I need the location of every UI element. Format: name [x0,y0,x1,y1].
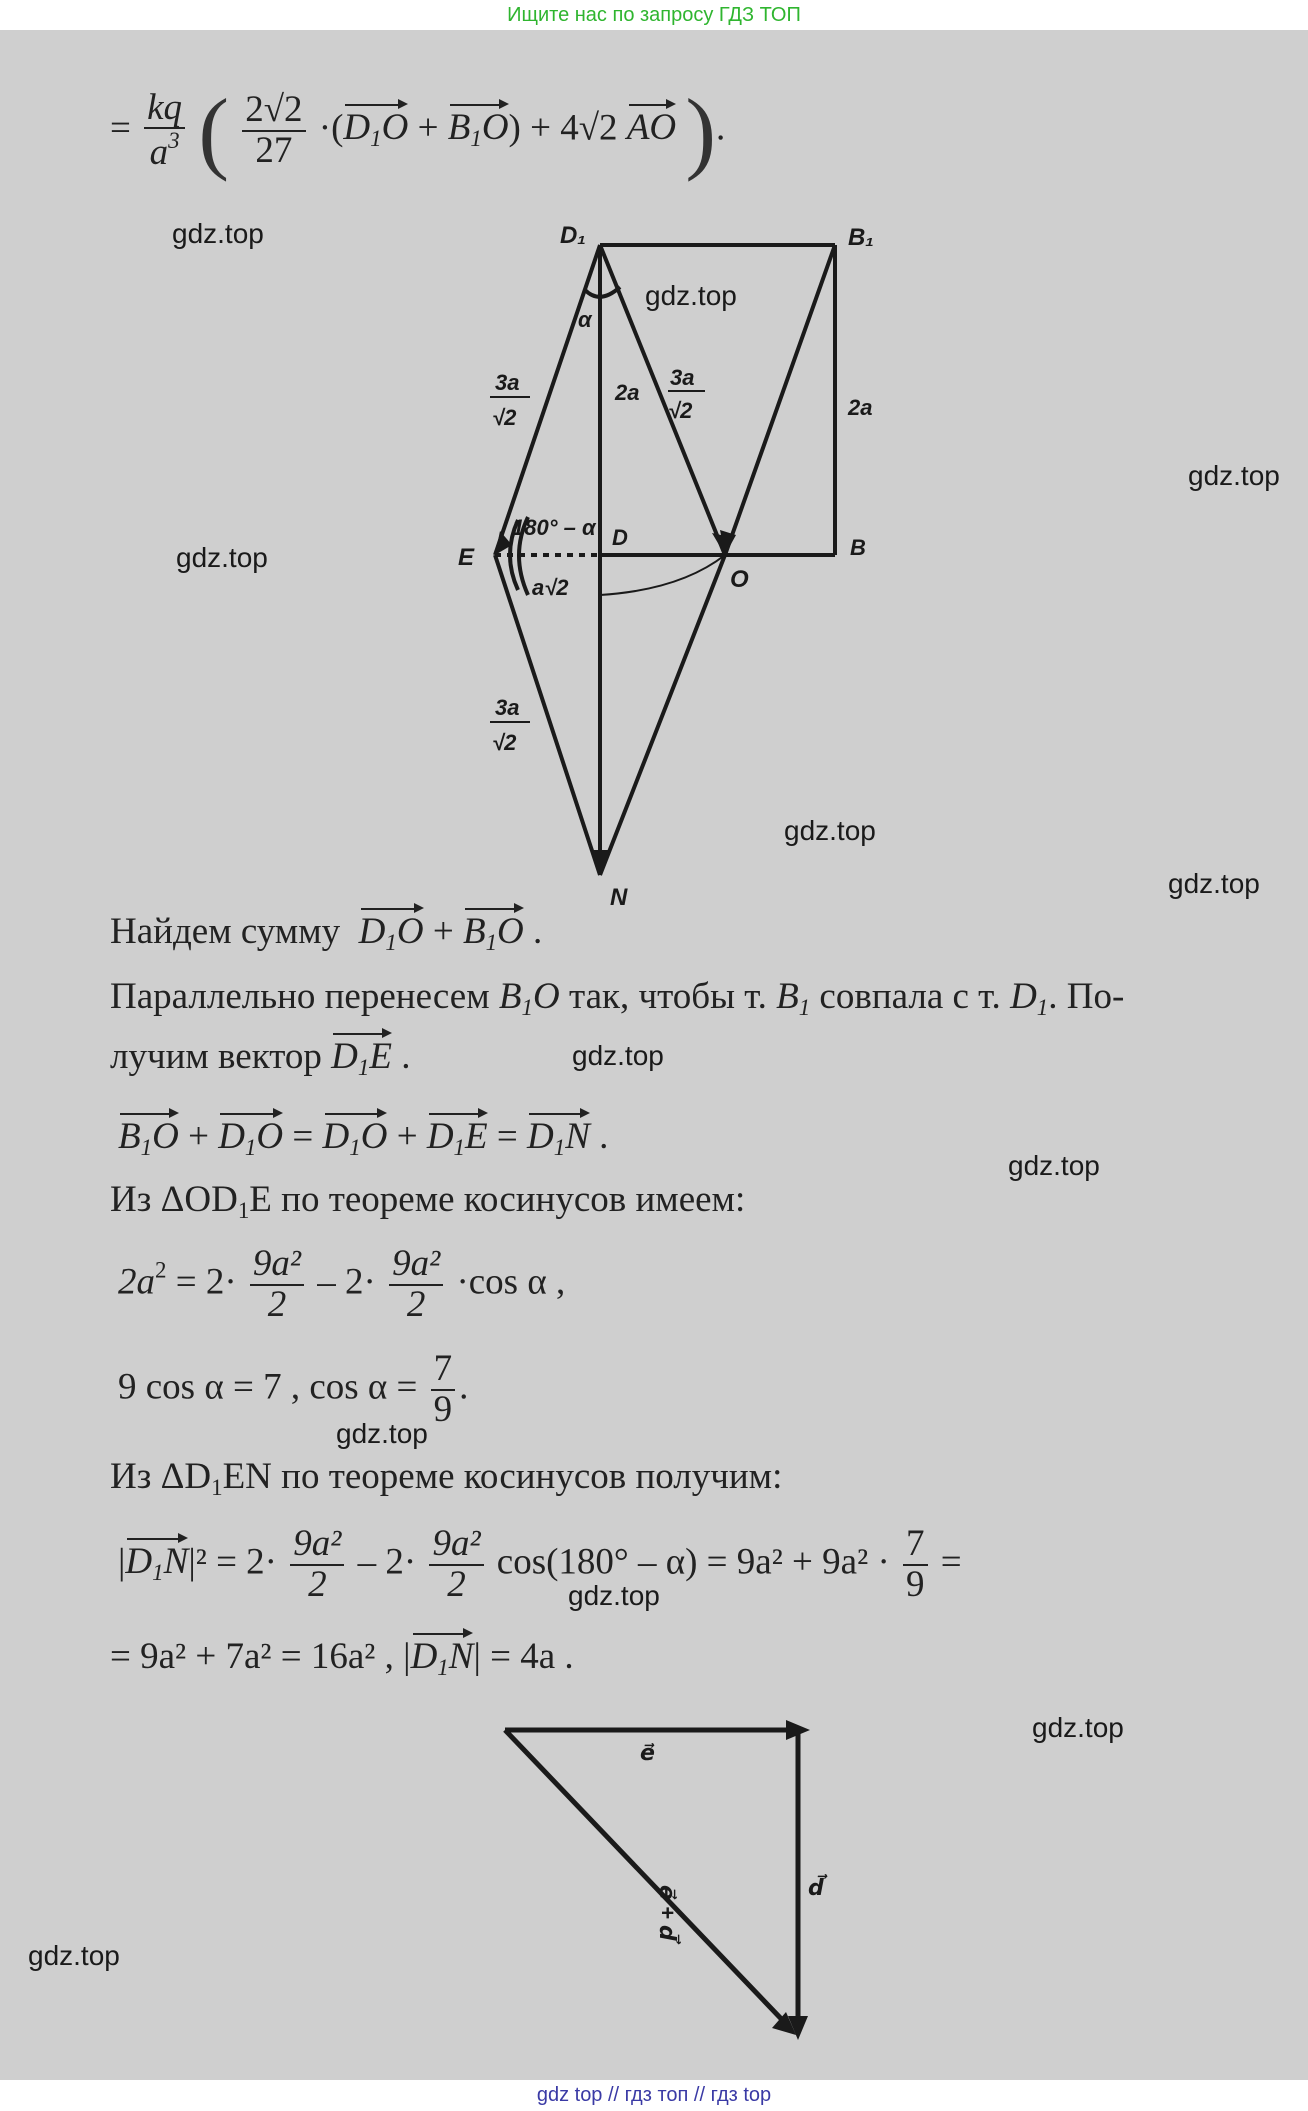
exp: 3 [168,128,180,154]
line-10: = 9a² + 7a² = 16a² , $|D_1N| = 4a$ . [110,1636,574,1680]
line-7: 9 cos α = 7 , cos α = $\frac{7}{9}$ . [118,1348,469,1430]
label-d1: D₁ [560,222,586,249]
line-2: Параллельно перенесем $B_1O$ так, чтобы т. $B_1$ совпала с т. $D_1$. По- [110,976,1125,1020]
vec-ao: AO [626,107,677,149]
formula-top [110,80,726,205]
label-sum-vec: e⃗ + d⃗ [655,1885,680,1941]
line-9: $|D_1N|^2 = 2\cdot$ $\frac{\text{9a²}}{2}$ – 2· $\frac{\text{9a²}}{2}$ cos(180° – α) = 9a² + 9a² · $\frac{7}{9}$ = [118,1523,962,1605]
angle-alpha-arc [585,287,620,297]
label-e: E [458,544,475,571]
frac-num: 2√2 [242,91,305,132]
close: ) + 4 [508,107,579,149]
label-e-vec: e⃗ [640,1740,655,1765]
watermark: gdz.top [1032,1712,1124,1743]
paren-left: ( [198,80,229,182]
label-left-num: 3a [495,370,520,395]
watermark: gdz.top [1168,868,1260,899]
label-180: 180° – α [512,515,596,540]
period: . [716,107,726,149]
vector-sum [505,1730,790,2028]
line-4: $B_1O + D_1O = D_1O + D_1E = D_1N$ . [118,1116,609,1160]
watermark: gdz.top [176,542,268,573]
watermark: gdz.top [1188,460,1280,491]
label-bottom-num: 3a [495,695,520,720]
label-right-den: √2 [668,398,693,423]
vec-b1o: $B_1O$ [447,107,509,152]
page [0,30,1308,2080]
frac-den: 27 [255,130,293,171]
line-5: Из $\Delta OD_1E$ по теореме косинусов имеем: [110,1179,746,1223]
label-alpha: α [578,307,592,332]
bottom-banner[interactable]: gdz top // гдз топ // гдз top [0,2080,1308,2111]
line-1: Найдем сумму $D_1O + B_1O$ . [110,911,543,955]
watermark: gdz.top [336,1418,428,1449]
watermark: gdz.top [28,1940,120,1971]
vec-d1o: $D_1O$ [343,107,409,152]
label-b1: B₁ [848,224,874,251]
label-right-num: 3a [670,365,695,390]
paren-right: ) [685,80,717,182]
label-n: N [610,884,628,911]
watermark: gdz.top [784,815,876,846]
arc-a-sqrt2 [600,555,725,595]
watermark: gdz.top [172,218,264,249]
label-bottom-den: √2 [492,730,517,755]
watermark: gdz.top [645,280,737,311]
line-6: $2a^2 = 2\cdot$ $\frac{\text{9a²}}{2}$ – 2· $\frac{\text{9a²}}{2}$ ·cos α , [118,1243,566,1325]
plus: + [408,107,448,149]
edge-b1o [725,245,835,555]
line-3: лучим вектор $D_1E$ . [110,1036,411,1080]
label-left-den: √2 [492,405,517,430]
a: a [149,132,169,174]
label-o: O [730,566,749,593]
vector-sum-diagram [490,1710,830,2050]
label-a-sqrt2: a√2 [532,575,569,600]
label-d: D [612,525,628,550]
label-mid-2a: 2a [615,380,640,405]
watermark: gdz.top [568,1580,660,1611]
label-b: B [850,535,866,560]
edge-on [600,555,725,875]
watermark: gdz.top [572,1040,664,1071]
label-d-vec: d⃗ [808,1875,824,1900]
sqrt2: √2 [578,107,618,149]
top-banner[interactable]: Ищите нас по запросу ГДЗ ТОП [0,0,1308,30]
watermark: gdz.top [1008,1150,1100,1181]
label-right-2a: 2a [848,395,873,420]
equals: = [110,107,131,149]
kq: kq [144,89,185,130]
line-8: Из $\Delta D_1EN$ по теореме косинусов получим: [110,1456,783,1500]
dot: ·( [318,107,344,149]
